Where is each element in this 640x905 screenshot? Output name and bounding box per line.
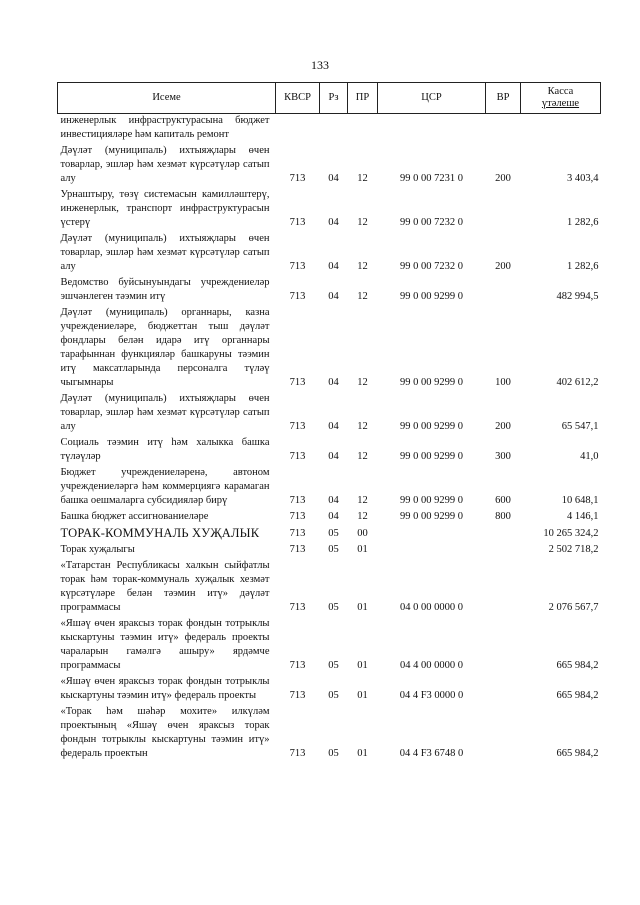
cell-rz: 04 (328, 511, 339, 522)
cell-tsr: 04 4 F3 0000 0 (399, 690, 464, 701)
cell-pr: 12 (357, 451, 368, 462)
table-row (58, 615, 601, 673)
cell-tsr (378, 114, 486, 143)
cell-rz: 05 (328, 748, 339, 759)
table-row (58, 186, 601, 230)
cell-amount: 665 984,2 (556, 660, 599, 671)
cell-amount: 3 403,4 (567, 173, 599, 184)
cell-vr (486, 524, 521, 541)
cell-amount: 41,0 (580, 451, 599, 462)
cell-vr (486, 274, 521, 304)
cell-amount: 2 502 718,2 (548, 544, 599, 555)
cell-vr: 200 (495, 261, 511, 272)
table-row (58, 230, 601, 274)
table-row (58, 703, 601, 761)
cell-tsr: 99 0 00 7232 0 (400, 261, 463, 272)
cell-name: «Торак һәм шәһәр мохите» илкүләм проектының «Яшәү өчен яраксыз торак фондын тотрыклы кыскартуны тәэмин итү» федераль проектын (60, 706, 270, 759)
cell-vr (486, 703, 521, 761)
cell-rz: 05 (328, 602, 339, 613)
cell-amount: 1 282,6 (567, 261, 599, 272)
header-tsr: ЦСР (378, 83, 486, 114)
cell-pr: 12 (357, 173, 368, 184)
cell-pr: 12 (357, 291, 368, 302)
cell-amount: 4 146,1 (567, 511, 599, 522)
cell-tsr: 04 0 00 0000 0 (400, 602, 463, 613)
cell-amount: 665 984,2 (556, 748, 599, 759)
cell-rz: 04 (328, 217, 339, 228)
cell-rz: 04 (328, 451, 339, 462)
cell-name: «Яшәү өчен яраксыз торак фондын тотрыклы кыскартуны тәэмин итү» федераль проекты чараларын гамәлгә ашыру» ярдәмче программасы (60, 618, 270, 671)
cell-pr: 01 (357, 660, 368, 671)
cell-vr: 100 (495, 377, 511, 388)
cell-name: Торак хуҗалыгы (60, 544, 135, 555)
cell-name: Бюджет учреждениеләренә, автоном учреждениеләргә һәм коммерциягә карамаган башка оешмаларга субсидияләр бирү (60, 467, 270, 506)
cell-pr: 00 (357, 528, 368, 539)
cell-tsr: 04 4 00 0000 0 (400, 660, 463, 671)
cell-rz: 05 (328, 660, 339, 671)
cell-rz (320, 114, 348, 143)
cell-tsr: 99 0 00 9299 0 (400, 421, 463, 432)
cell-vr: 300 (495, 451, 511, 462)
cell-tsr: 99 0 00 9299 0 (400, 495, 463, 506)
cell-name: Социаль тәэмин итү һәм халыкка башка түләүләр (60, 437, 270, 462)
cell-rz: 04 (328, 261, 339, 272)
table-row (58, 142, 601, 186)
cell-kvsr: 713 (289, 377, 306, 388)
cell-pr: 12 (357, 421, 368, 432)
cell-name: «Яшәү өчен яраксыз торак фондын тотрыклы кыскартуны тәэмин итү» федераль проекты (60, 676, 270, 701)
cell-name: ТОРАК-КОММУНАЛЬ ХУҖАЛЫК (60, 526, 260, 540)
header-kassa (521, 83, 601, 114)
cell-kvsr: 713 (289, 173, 306, 184)
cell-pr: 12 (357, 495, 368, 506)
cell-kvsr: 713 (289, 660, 306, 671)
cell-tsr: 99 0 00 9299 0 (400, 451, 463, 462)
cell-kvsr: 713 (289, 544, 306, 555)
cell-vr (486, 114, 521, 143)
cell-pr: 12 (357, 217, 368, 228)
budget-table (57, 82, 601, 761)
cell-kvsr: 713 (289, 217, 306, 228)
cell-name: Ведомство буйсынуындагы учреждениеләр эшчәнлеген тәэмин итү (60, 277, 270, 302)
cell-pr: 01 (357, 544, 368, 555)
table-row (58, 541, 601, 557)
cell-pr: 12 (357, 511, 368, 522)
cell-pr: 12 (357, 261, 368, 272)
cell-tsr: 99 0 00 9299 0 (400, 377, 463, 388)
table-row (58, 508, 601, 524)
cell-kvsr: 713 (289, 748, 306, 759)
cell-name: Башка бюджет ассигнованиеләре (60, 511, 209, 522)
cell-vr (486, 557, 521, 615)
cell-kvsr: 713 (289, 495, 306, 506)
cell-vr (486, 541, 521, 557)
table-row (58, 673, 601, 703)
table-row (58, 304, 601, 390)
cell-pr (348, 114, 378, 143)
cell-tsr (378, 541, 486, 557)
table-row (58, 434, 601, 464)
cell-name: «Татарстан Республикасы халкын сыйфатлы торак һәм торак-коммуналь хуҗалык хезмәт күрсәтүләре белән тәэмин итү» дәүләт программасы (60, 560, 270, 613)
table-row (58, 557, 601, 615)
cell-rz: 04 (328, 421, 339, 432)
cell-amount: 10 265 324,2 (543, 528, 599, 539)
cell-amount: 665 984,2 (556, 690, 599, 701)
cell-rz: 04 (328, 495, 339, 506)
cell-pr: 01 (357, 748, 368, 759)
cell-amount (521, 114, 601, 143)
cell-rz: 05 (328, 528, 339, 539)
cell-kvsr: 713 (289, 528, 306, 539)
header-vr: ВР (486, 83, 521, 114)
header-kvsr: КВСР (276, 83, 320, 114)
cell-name: Урнаштыру, төзү системасын камилләштерү, инженерлык, транспорт инфраструктурасын үстерү (60, 189, 270, 228)
cell-kvsr: 713 (289, 451, 306, 462)
cell-tsr (378, 524, 486, 541)
cell-vr: 200 (495, 173, 511, 184)
header-pr: ПР (348, 83, 378, 114)
header-kassa-line1: Касса (547, 86, 574, 97)
table-row (58, 114, 601, 143)
cell-pr: 01 (357, 690, 368, 701)
cell-amount: 482 994,5 (556, 291, 599, 302)
cell-amount: 2 076 567,7 (548, 602, 599, 613)
cell-rz: 04 (328, 173, 339, 184)
page-number: 133 (311, 58, 329, 72)
cell-name: инженерлык инфраструктурасына бюджет инвестицияләре һәм капиталь ремонт (60, 115, 270, 140)
cell-kvsr: 713 (289, 291, 306, 302)
cell-vr: 200 (495, 421, 511, 432)
table-row (58, 464, 601, 508)
header-rz: Рз (320, 83, 348, 114)
cell-amount: 10 648,1 (561, 495, 599, 506)
cell-rz: 05 (328, 544, 339, 555)
cell-vr (486, 186, 521, 230)
header-name: Исеме (58, 83, 276, 114)
cell-tsr: 99 0 00 7231 0 (400, 173, 463, 184)
table-header-row (58, 83, 601, 114)
cell-amount: 402 612,2 (556, 377, 599, 388)
cell-kvsr: 713 (289, 261, 306, 272)
cell-tsr: 99 0 00 9299 0 (400, 511, 463, 522)
cell-rz: 04 (328, 291, 339, 302)
table-row (58, 274, 601, 304)
cell-tsr: 99 0 00 9299 0 (400, 291, 463, 302)
cell-rz: 04 (328, 377, 339, 388)
header-kassa-line2: үтәлеше (541, 98, 580, 109)
table-row (58, 390, 601, 434)
cell-vr: 800 (495, 511, 511, 522)
cell-vr (486, 615, 521, 673)
cell-kvsr: 713 (289, 690, 306, 701)
cell-amount: 1 282,6 (567, 217, 599, 228)
cell-kvsr (276, 114, 320, 143)
cell-kvsr: 713 (289, 602, 306, 613)
cell-pr: 01 (357, 602, 368, 613)
cell-name: Дәүләт (муниципаль) ихтыяҗлары өчен товарлар, эшләр һәм хезмәт күрсәтүләр сатып алу (60, 145, 270, 184)
table-row (58, 524, 601, 541)
cell-amount: 65 547,1 (561, 421, 599, 432)
cell-name: Дәүләт (муниципаль) органнары, казна учреждениеләре, бюджеттан тыш дәүләт фондлары белән идарә итү органнары тарафыннан функцияләр башкаруны тәэмин итү максатларында персоналга түләү чыгымнары (60, 307, 270, 388)
cell-name: Дәүләт (муниципаль) ихтыяҗлары өчен товарлар, эшләр һәм хезмәт күрсәтүләр сатып алу (60, 393, 270, 432)
cell-vr (486, 673, 521, 703)
cell-vr: 600 (495, 495, 511, 506)
cell-pr: 12 (357, 377, 368, 388)
cell-rz: 05 (328, 690, 339, 701)
cell-kvsr: 713 (289, 511, 306, 522)
cell-kvsr: 713 (289, 421, 306, 432)
cell-tsr: 99 0 00 7232 0 (400, 217, 463, 228)
cell-name: Дәүләт (муниципаль) ихтыяҗлары өчен товарлар, эшләр һәм хезмәт күрсәтүләр сатып алу (60, 233, 270, 272)
cell-tsr: 04 4 F3 6748 0 (399, 748, 464, 759)
